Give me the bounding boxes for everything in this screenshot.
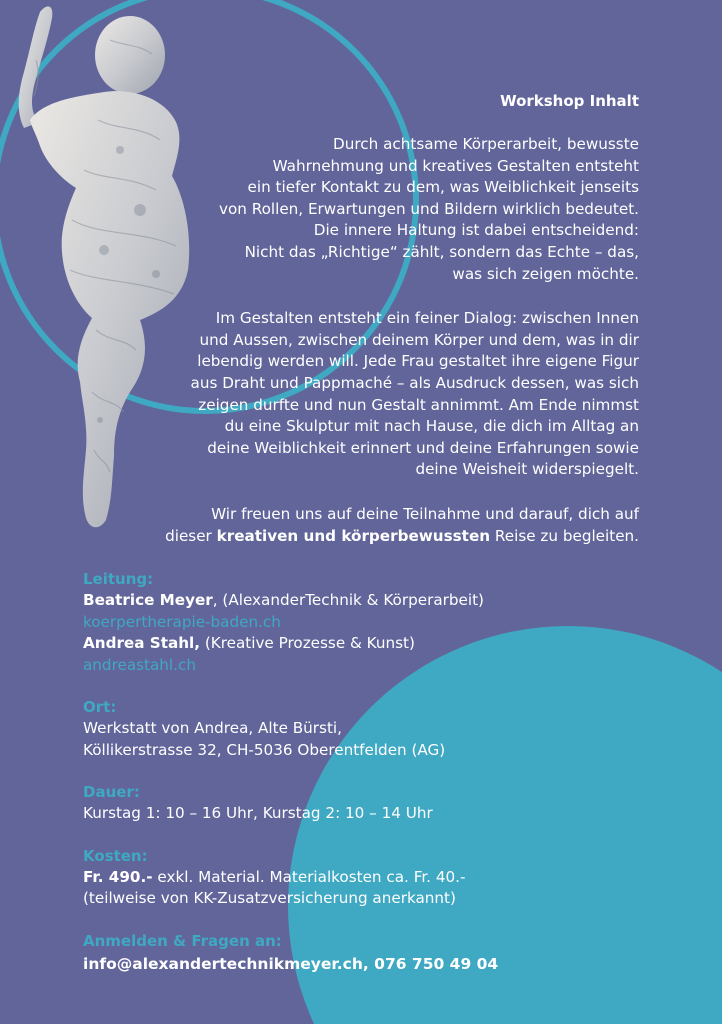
leitung-person-2 xyxy=(83,633,643,655)
kosten-note: (teilweise von KK-Zusatzversicherung anerkannt) xyxy=(83,889,456,907)
person-name: Beatrice Meyer xyxy=(83,591,213,609)
workshop-paragraph-2 xyxy=(119,308,639,481)
paragraph-line: du eine Skulptur mit nach Hause, die dich im Alltag an xyxy=(224,417,639,436)
paragraph-line xyxy=(119,526,639,548)
kosten-section xyxy=(83,846,643,910)
paragraph-text: dieser xyxy=(165,526,217,545)
person-1-website-link[interactable]: koerpertherapie-baden.ch xyxy=(83,612,281,631)
paragraph-line: aus Draht und Pappmaché – als Ausdruck dessen, was sich xyxy=(190,373,639,392)
paragraph-line: ein tiefer Kontakt zu dem, was Weiblichkeit jenseits xyxy=(247,178,639,197)
kosten-price: Fr. 490.- xyxy=(83,867,153,886)
paragraph-line: Wir freuen uns auf deine Teilnahme und darauf, dich auf xyxy=(211,504,639,523)
kosten-line xyxy=(83,867,643,889)
leitung-section xyxy=(83,569,643,676)
paragraph-line: was sich zeigen möchte. xyxy=(452,264,639,283)
leitung-person-1 xyxy=(83,590,643,612)
leitung-label: Leitung: xyxy=(83,570,154,588)
paragraph-emphasis: kreativen und körperbewussten xyxy=(216,526,491,545)
paragraph-line: Im Gestalten entsteht ein feiner Dialog: zwischen Innen xyxy=(215,309,639,328)
dauer-line: Kurstag 1: 10 – 16 Uhr, Kurstag 2: 10 – 14 Uhr xyxy=(83,804,433,822)
ort-section xyxy=(83,697,643,761)
ort-line: Werkstatt von Andrea, Alte Bürsti, xyxy=(83,719,342,737)
ort-label: Ort: xyxy=(83,698,117,716)
workshop-paragraph-1 xyxy=(119,134,639,285)
paragraph-line: Durch achtsame Körperarbeit, bewusste xyxy=(333,135,639,153)
person-role: (Kreative Prozesse & Kunst) xyxy=(200,634,415,652)
paragraph-text: Reise zu begleiten. xyxy=(490,526,639,545)
paragraph-line: von Rollen, Erwartungen und Bildern wirklich bedeutet. xyxy=(218,199,639,218)
paragraph-line: Die innere Haltung ist dabei entscheidend: xyxy=(313,221,639,240)
workshop-paragraph-3 xyxy=(119,504,639,547)
contact-email-phone[interactable]: info@alexandertechnikmeyer.ch, 076 750 49 04 xyxy=(83,954,499,973)
person-role: , (AlexanderTechnik & Körperarbeit) xyxy=(212,591,484,609)
person-name: Andrea Stahl, xyxy=(83,634,200,652)
kosten-label: Kosten: xyxy=(83,846,148,865)
paragraph-line: deine Weiblichkeit erinnert und deine Erfahrungen sowie xyxy=(207,438,639,457)
anmelden-label: Anmelden & Fragen an: xyxy=(83,931,282,950)
paragraph-line: zeigen durfte und nun Gestalt annimmt. Am Ende nimmst xyxy=(198,395,639,414)
workshop-heading: Workshop Inhalt xyxy=(500,92,639,110)
workshop-section xyxy=(119,90,639,570)
paragraph-line: lebendig werden will. Jede Frau gestaltet ihre eigene Figur xyxy=(197,352,639,371)
dauer-label: Dauer: xyxy=(83,783,140,801)
info-section xyxy=(83,569,643,997)
person-2-website-link[interactable]: andreastahl.ch xyxy=(83,655,196,674)
paragraph-line: deine Weisheit widerspiegelt. xyxy=(415,460,639,479)
ort-line: Köllikerstrasse 32, CH-5036 Oberentfelden (AG) xyxy=(83,740,446,759)
anmelden-section xyxy=(83,931,643,976)
paragraph-line: Wahrnehmung und kreatives Gestalten entsteht xyxy=(272,156,639,175)
dauer-section xyxy=(83,782,643,825)
kosten-detail: exkl. Material. Materialkosten ca. Fr. 40.- xyxy=(152,867,466,886)
paragraph-line: Nicht das „Richtige“ zählt, sondern das Echte – das, xyxy=(244,242,639,261)
paragraph-line: und Aussen, zwischen deinem Körper und dem, was in dir xyxy=(199,330,639,349)
